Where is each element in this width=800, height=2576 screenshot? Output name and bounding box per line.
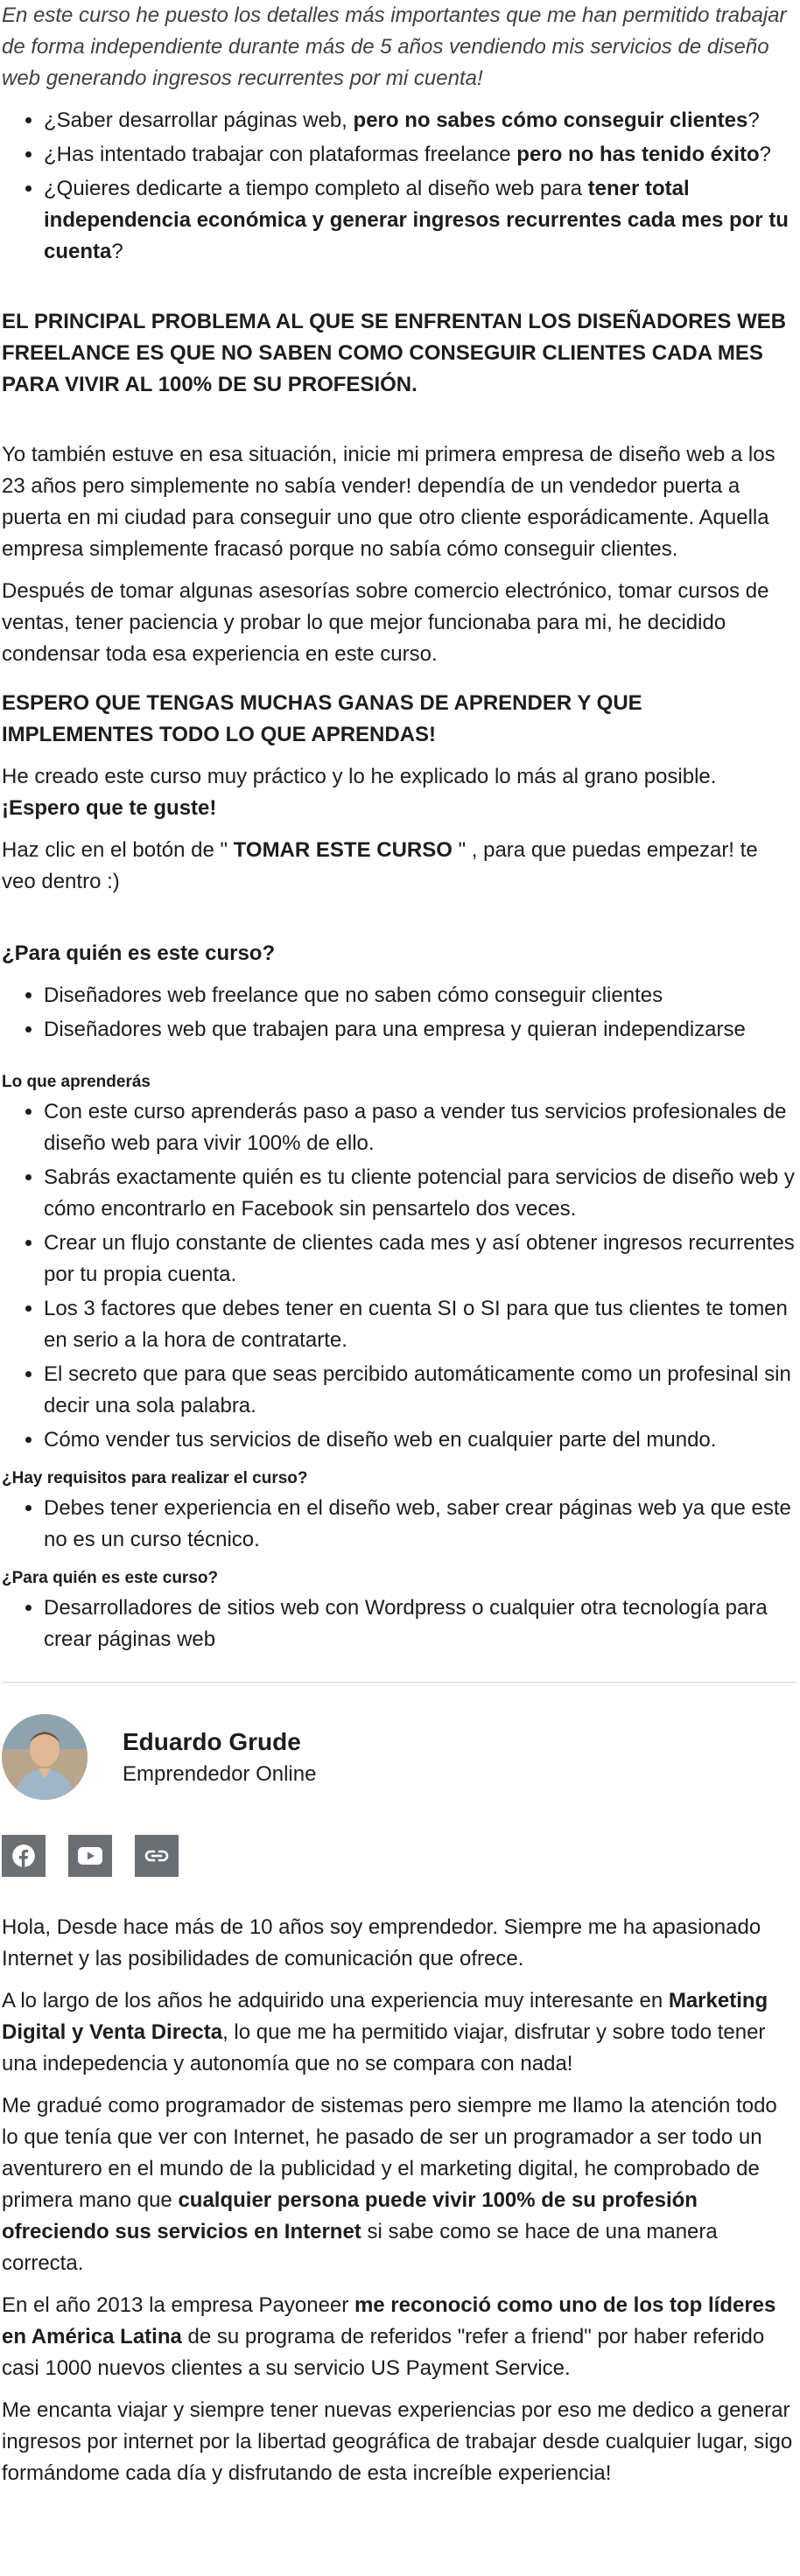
question-bold: tener total independencia económica y generar ingresos recurrentes cada mes por tu cuenta xyxy=(44,177,789,263)
questions-list xyxy=(2,105,796,268)
list-item: • Sabrás exactamente quién es tu cliente potencial para servicios de diseño web y cómo encontrarlo en Facebook sin pensartelo dos veces. xyxy=(44,1162,796,1225)
practical-line: He creado este curso muy práctico y lo he explicado lo más al grano posible. xyxy=(2,765,717,788)
question-end: ? xyxy=(111,240,123,263)
instructor-info xyxy=(123,1714,316,1789)
bio-text: Me gradué como programador de sistemas pero siempre me llamo la atención todo lo que tenía que ver con Internet, he pasado de ser un programador a ser todo un aventurero en el mundo de la publicidad y el marketing digital, he comprobado de primera mano que xyxy=(2,2094,777,2212)
problem-heading: EL PRINCIPAL PROBLEMA AL QUE SE ENFRENTAN LOS DISEÑADORES WEB FREELANCE ES QUE NO SABEN COMO CONSEGUIR CLIENTES CADA MES PARA VIVIR AL 100% DE SU PROFESIÓN. xyxy=(2,310,787,396)
list-item xyxy=(44,139,796,171)
question-text: ¿Saber desarrollar páginas web, xyxy=(44,108,354,132)
list-item: • Desarrolladores de sitios web con Wordpress o cualquier otra tecnología para crear páginas web xyxy=(44,1592,796,1656)
intro-text: En este curso he puesto los detalles más importantes que me han permitido trabajar de forma independiente durante más de 5 años vendiendo mis servicios de diseño web generando ingresos recurrentes por mi cuenta! xyxy=(2,4,787,90)
for-whom2-heading: ¿Para quién es este curso? xyxy=(2,1569,219,1587)
social-links xyxy=(2,1835,796,1877)
avatar-image xyxy=(2,1714,88,1800)
facebook-icon xyxy=(11,1844,36,1868)
bio-paragraph xyxy=(2,1985,796,2080)
cta-post: " , para que puedas empezar! te veo dentro :) xyxy=(2,838,758,893)
bio-text: si sabe como se hace de una manera correcta. xyxy=(2,2220,718,2275)
link-icon xyxy=(144,1847,170,1865)
list-item xyxy=(44,105,796,136)
bio-paragraph: Me encanta viajar y siempre tener nuevas experiencias por eso me dedico a generar ingresos por internet por la libertad geográfica de trabajar desde cualquier lugar, sigo formándome cada día y disfrutando de esta increíble experiencia! xyxy=(2,2398,793,2485)
bio-bold: me reconoció como uno de los top líderes en América Latina xyxy=(2,2293,776,2348)
bio-text: En el año 2013 la empresa Payoneer xyxy=(2,2293,354,2317)
learn-list xyxy=(2,1096,796,1456)
cta-text xyxy=(2,835,796,898)
requirements-list xyxy=(2,1493,796,1556)
requirements-heading: ¿Hay requisitos para realizar el curso? xyxy=(2,1469,308,1488)
list-item xyxy=(44,173,796,268)
practical-text xyxy=(2,761,796,824)
hope-heading: ESPERO QUE TENGAS MUCHAS GANAS DE APRENDER Y QUE IMPLEMENTES TODO LO QUE APRENDAS! xyxy=(2,691,642,746)
question-bold: pero no sabes cómo conseguir clientes xyxy=(353,108,748,132)
list-item: • Crear un flujo constante de clientes cada mes y así obtener ingresos recurrentes por tu propia cuenta. xyxy=(44,1228,796,1291)
list-item: • El secreto que para que seas percibido automáticamente como un profesinal sin decir una sola palabra. xyxy=(44,1359,796,1422)
question-text: ¿Has intentado trabajar con plataformas freelance xyxy=(44,143,517,166)
list-item: • Diseñadores web freelance que no saben cómo conseguir clientes xyxy=(44,980,796,1012)
list-item: • Cómo vender tus servicios de diseño web en cualquier parte del mundo. xyxy=(44,1424,796,1456)
for-whom-heading: ¿Para quién es este curso? xyxy=(2,942,276,965)
avatar[interactable] xyxy=(2,1714,88,1800)
question-text: ¿Quieres dedicarte a tiempo completo al diseño web para xyxy=(44,177,588,200)
instructor-card xyxy=(2,1714,796,1800)
bio-text: , lo que me ha permitido viajar, disfrutar y sobre todo tener una indepedencia y autonomía que no se compara con nada! xyxy=(2,2020,766,2076)
facebook-button[interactable] xyxy=(2,1835,46,1877)
youtube-icon xyxy=(78,1846,102,1866)
question-bold: pero no has tenido éxito xyxy=(516,143,760,166)
bio-paragraph xyxy=(2,2290,796,2384)
youtube-button[interactable] xyxy=(68,1835,112,1877)
list-item: • Debes tener experiencia en el diseño web, saber crear páginas web ya que este no es un curso técnico. xyxy=(44,1493,796,1556)
for-whom-list xyxy=(2,980,796,1046)
divider xyxy=(2,1682,796,1683)
story-paragraph: Después de tomar algunas asesorías sobre comercio electrónico, tomar cursos de ventas, tener paciencia y probar lo que mejor funcionaba para mi, he decidido condensar toda esa experiencia en este curso. xyxy=(2,579,769,666)
question-end: ? xyxy=(759,143,772,166)
hope-like: ¡Espero que te guste! xyxy=(2,796,217,820)
bio-paragraph: Hola, Desde hace más de 10 años soy emprendedor. Siempre me ha apasionado Internet y las posibilidades de comunicación que ofrece. xyxy=(2,1915,761,1970)
bio-bold: Marketing Digital y Venta Directa xyxy=(2,1989,768,2044)
instructor-name[interactable]: Eduardo Grude xyxy=(123,1728,301,1755)
bio-text: de su programa de referidos "refer a friend" por haber referido casi 1000 nuevos clientes a su servicio US Payment Service. xyxy=(2,2325,765,2380)
instructor-title: Emprendedor Online xyxy=(123,1762,317,1786)
story-paragraph: Yo también estuve en esa situación, inicie mi primera empresa de diseño web a los 23 años pero simplemente no sabía vender! dependía de un vendedor puerta a puerta en mi ciudad para conseguir uno que otro cliente esporádicamente. Aquella empresa simplemente fracasó porque no sabía cómo conseguir clientes. xyxy=(2,443,775,561)
list-item: • Los 3 factores que debes tener en cuenta SI o SI para que tus clientes te tomen en serio a la hora de contratarte. xyxy=(44,1293,796,1356)
bio-bold: cualquier persona puede vivir 100% de su profesión ofreciendo sus servicios en Internet xyxy=(2,2188,698,2244)
cta-pre: Haz clic en el botón de " xyxy=(2,838,234,862)
for-whom2-list xyxy=(2,1592,796,1656)
bio-text: A lo largo de los años he adquirido una experiencia muy interesante en xyxy=(2,1989,669,2012)
bio-paragraph xyxy=(2,2090,796,2279)
list-item: • Diseñadores web que trabajen para una empresa y quieran independizarse xyxy=(44,1014,796,1046)
cta-bold: TOMAR ESTE CURSO xyxy=(233,838,453,862)
link-button[interactable] xyxy=(135,1835,179,1877)
learn-heading: Lo que aprenderás xyxy=(2,1073,151,1091)
question-end: ? xyxy=(747,108,760,132)
list-item: • Con este curso aprenderás paso a paso a vender tus servicios profesionales de diseño web para vivir 100% de ello. xyxy=(44,1096,796,1159)
